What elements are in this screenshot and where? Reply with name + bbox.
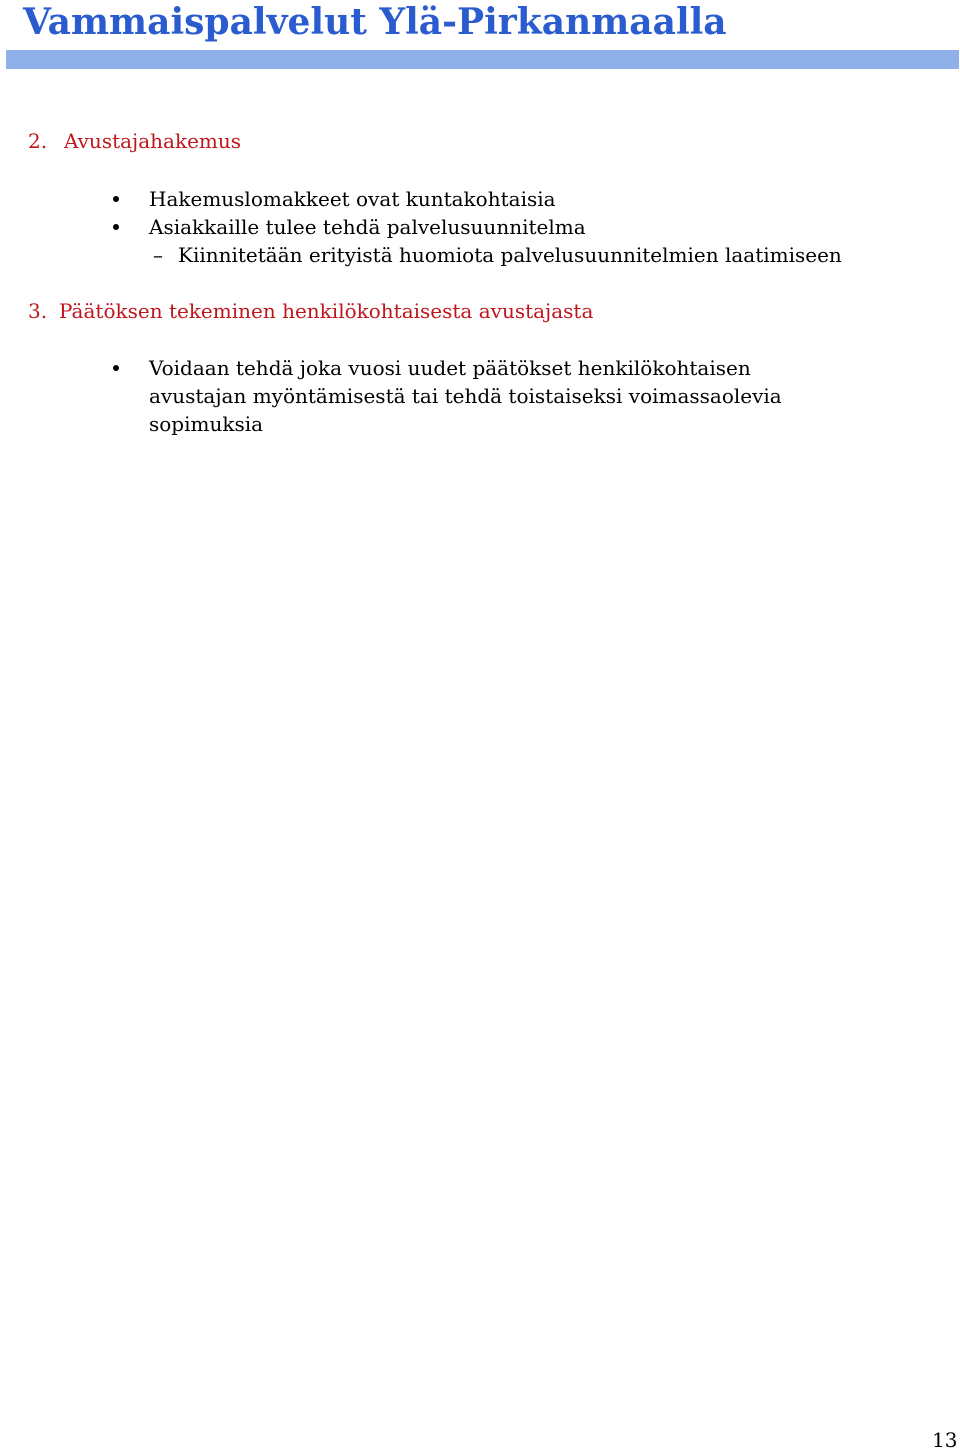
section-heading-avustajahakemus bbox=[28, 128, 241, 154]
list-item-text: Asiakkaille tulee tehdä palvelusuunnitelma bbox=[149, 215, 586, 239]
page-title: Vammaispalvelut Ylä-Pirkanmaalla bbox=[23, 1, 727, 43]
page-number: 13 bbox=[932, 1428, 958, 1452]
section-number: 2. bbox=[28, 129, 48, 153]
list-item-line: sopimuksia bbox=[149, 412, 264, 436]
title-underline-bar bbox=[6, 50, 959, 69]
bullet-dot-icon bbox=[113, 224, 119, 230]
list-item-line: avustajan myöntämisestä tai tehdä toistaiseksi voimassaolevia bbox=[149, 384, 782, 408]
section-heading-paatoksen-tekeminen bbox=[28, 298, 593, 324]
list-item-line: Voidaan tehdä joka vuosi uudet päätökset henkilökohtaisen bbox=[149, 356, 751, 380]
section-number: 3. bbox=[28, 299, 48, 323]
bullet-dot-icon bbox=[113, 365, 119, 371]
list-item-text: Hakemuslomakkeet ovat kuntakohtaisia bbox=[149, 187, 556, 211]
sub-list-item-text: Kiinnitetään erityistä huomiota palvelusuunnitelmien laatimiseen bbox=[178, 243, 842, 267]
bullet-dot-icon bbox=[113, 196, 119, 202]
section-heading-text: Avustajahakemus bbox=[64, 129, 242, 153]
en-dash-icon: – bbox=[153, 243, 163, 267]
section-heading-text: Päätöksen tekeminen henkilökohtaisesta avustajasta bbox=[59, 299, 594, 323]
list-item-text bbox=[149, 354, 782, 438]
